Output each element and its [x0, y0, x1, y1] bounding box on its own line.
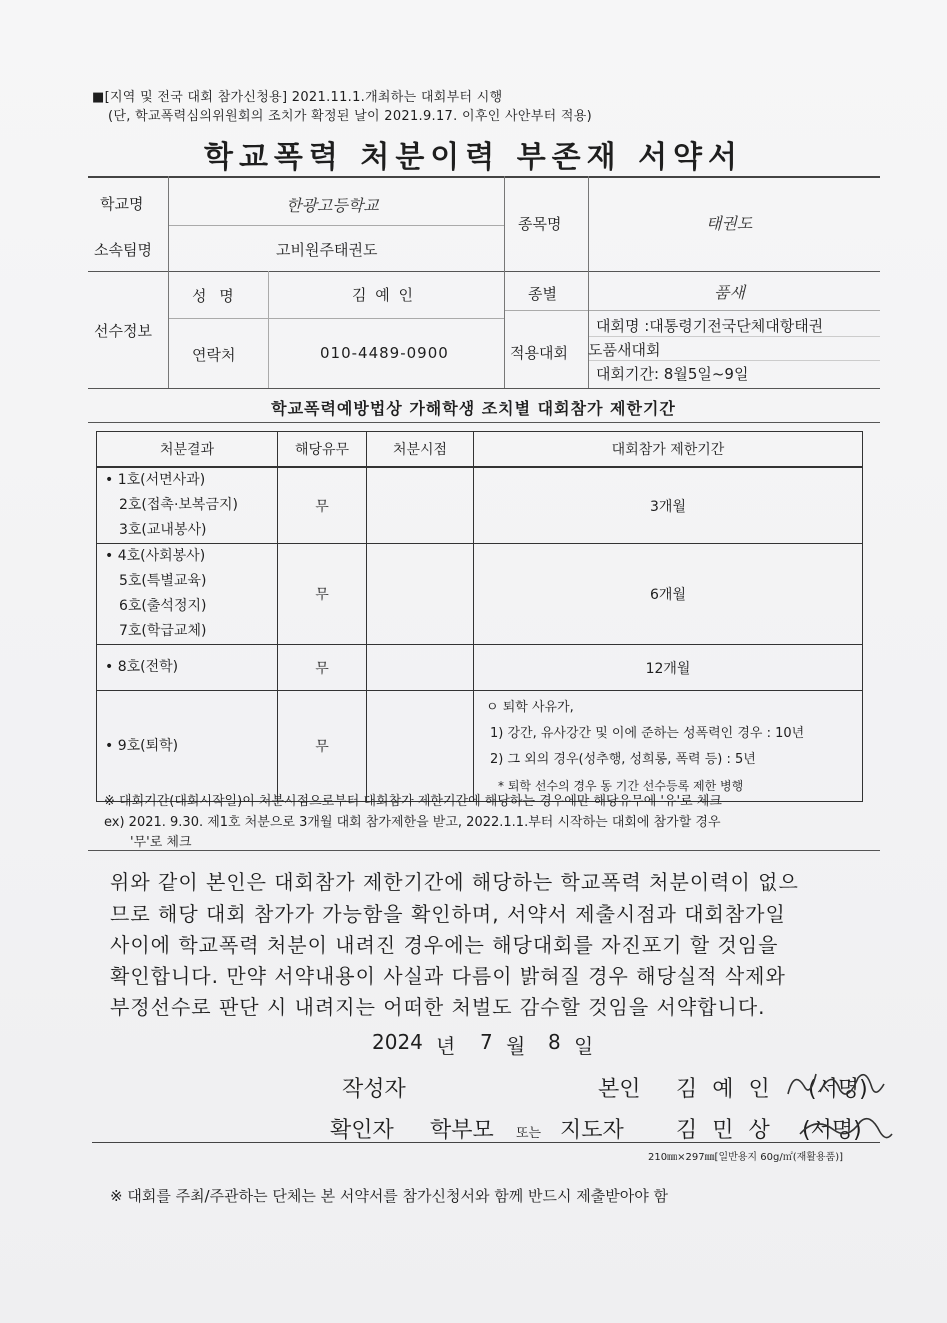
period-cell: 12개월: [474, 645, 863, 691]
result-item: 6호(출석정지): [119, 598, 207, 614]
date-day-unit: 일: [574, 1034, 594, 1058]
result-item: 5호(특별교육): [119, 573, 207, 589]
table-row: [97, 544, 863, 645]
result-item: • 1호(서면사과): [105, 472, 206, 488]
confirm-label: 확인자: [330, 1118, 394, 1143]
document-title: 학교폭력 처분이력 부존재 서약서: [203, 140, 744, 175]
time-cell: [367, 467, 474, 544]
result-item: • 4호(사회봉사): [105, 548, 206, 564]
expulsion-line: 2) 그 외의 경우(성추행, 성희롱, 폭력 등) : 5년: [490, 752, 756, 767]
result-cell: [97, 645, 278, 691]
coach-sign-placeholder: (서명): [802, 1118, 862, 1143]
result-item: • 8호(전학): [105, 659, 179, 675]
coach-name: 김 민 상: [676, 1118, 774, 1143]
table-header-row: [97, 432, 863, 468]
category-value: 품새: [714, 283, 745, 302]
applicable-cell: 무: [278, 645, 367, 691]
info-col-divider: [168, 176, 169, 388]
applied-competition-label: 적용대회: [510, 344, 568, 362]
applicable-cell: 무: [278, 467, 367, 544]
info-divider: [504, 310, 880, 311]
header-time: 처분시점: [367, 432, 474, 468]
expulsion-line: ㅇ 퇴학 사유가,: [486, 700, 574, 715]
table-row: [97, 467, 863, 544]
team-value: 고비원주태권도: [276, 241, 378, 259]
header-result: 처분결과: [97, 432, 278, 468]
note-line-3: '무'로 체크: [130, 835, 192, 850]
time-cell: [367, 645, 474, 691]
info-divider: [168, 318, 504, 319]
parent-label: 학부모: [430, 1118, 494, 1143]
result-item: • 9호(퇴학): [105, 737, 179, 754]
table-row: [97, 691, 863, 802]
handwritten-signature-1: [780, 1064, 890, 1106]
contact-value: 010-4489-0900: [320, 344, 449, 362]
school-value: 한광고등학교: [286, 196, 379, 215]
date-month-unit: 월: [506, 1034, 526, 1058]
school-label: 학교명: [100, 195, 144, 213]
restriction-title-underline: [88, 422, 880, 423]
time-cell: [367, 544, 474, 645]
info-divider: [588, 336, 880, 337]
event-label: 종목명: [518, 215, 562, 233]
info-top-border: [88, 176, 880, 178]
coach-label: 지도자: [560, 1118, 624, 1143]
pledge-line: 확인합니다. 만약 서약내용이 사실과 다름이 밝혀질 경우 해당실적 삭제와: [110, 964, 786, 988]
expulsion-line: 1) 강간, 유사강간 및 이에 준하는 성폭력인 경우 : 10년: [490, 726, 805, 741]
date-month: 7: [480, 1030, 493, 1054]
or-label: 또는: [516, 1126, 542, 1141]
result-cell: [97, 691, 278, 802]
pledge-line: 부정선수로 판단 시 내려지는 어떠한 처벌도 감수할 것임을 서약합니다.: [110, 995, 766, 1019]
notes-divider: [88, 850, 880, 851]
expulsion-line: * 퇴학 선수의 경우 동 기간 선수등록 제한 병행: [498, 779, 744, 793]
period-cell: 6개월: [474, 544, 863, 645]
notice-line-1: ■[지역 및 전국 대회 참가신청용] 2021.11.1.개최하는 대회부터 시행: [92, 90, 503, 105]
period-cell: [474, 691, 863, 802]
result-cell: [97, 544, 278, 645]
table-row: [97, 645, 863, 691]
pledge-line: 사이에 학교폭력 처분이 내려진 경우에는 해당대회를 자진포기 할 것임을: [110, 933, 779, 957]
category-label: 종별: [528, 285, 557, 303]
date-year-unit: 년: [436, 1034, 456, 1058]
notice-line-2: (단, 학교폭력심의위원회의 조치가 확정된 날이 2021.9.17. 이후인 사안부터 적용): [108, 109, 592, 124]
result-item: 7호(학급교체): [119, 623, 207, 639]
result-item: 3호(교내봉사): [119, 522, 207, 538]
info-bottom-border: [88, 388, 880, 389]
footer-note: ※ 대회를 주최/주관하는 단체는 본 서약서를 참가신청서와 함께 반드시 제출받아야 함: [110, 1187, 668, 1205]
competition-name: 대회명 :대통령기전국단체대항태권: [596, 317, 824, 335]
info-col-divider: [504, 176, 505, 388]
header-applicable: 해당유무: [278, 432, 367, 468]
note-line-2: ex) 2021. 9.30. 제1호 처분으로 3개월 대회 참가제한을 받고, 2022.1.1.부터 시작하는 대회에 참가할 경우: [104, 815, 721, 830]
player-info-label: 선수정보: [94, 322, 152, 340]
info-divider: [168, 225, 504, 226]
restriction-title: 학교폭력예방법상 가해학생 조치별 대회참가 제한기간: [271, 399, 676, 418]
paper-spec: 210㎜×297㎜[일반용지 60g/㎡(재활용품)]: [648, 1152, 844, 1163]
date-day: 8: [548, 1030, 561, 1054]
period-cell: 3개월: [474, 467, 863, 544]
self-sign-placeholder: (서명): [808, 1077, 868, 1102]
pledge-line: 므로 해당 대회 참가가 가능함을 확인하며, 서약서 제출시점과 대회참가일: [110, 902, 786, 926]
header-period: 대회참가 제한기간: [474, 432, 863, 468]
pledge-line: 위와 같이 본인은 대회참가 제한기간에 해당하는 학교폭력 처분이력이 없으: [110, 870, 799, 894]
note-line-1: ※ 대회기간(대회시작일)이 처분시점으로부터 대회참가 제한기간에 해당하는 경우에만 해당유무에 '유'로 체크: [104, 794, 722, 809]
info-divider: [588, 360, 880, 361]
applicable-cell: 무: [278, 544, 367, 645]
event-value: 태권도: [706, 214, 753, 233]
writer-label: 작성자: [342, 1077, 406, 1102]
restriction-table: [96, 431, 863, 802]
signature-divider: [92, 1142, 880, 1143]
result-cell: [97, 467, 278, 544]
time-cell: [367, 691, 474, 802]
team-label: 소속팀명: [94, 241, 152, 259]
date-year: 2024: [372, 1030, 423, 1054]
self-name: 김 예 인: [676, 1077, 774, 1102]
name-label: 성 명: [192, 287, 238, 305]
result-item: 2호(접촉·보복금지): [119, 497, 238, 513]
name-value: 김 예 인: [352, 286, 416, 304]
info-divider: [88, 271, 880, 272]
self-label: 본인: [598, 1077, 641, 1102]
contact-label: 연락처: [192, 346, 236, 364]
info-col-divider: [268, 271, 269, 388]
competition-name-cont: 도품새대회: [588, 341, 661, 359]
competition-period: 대회기간: 8월5일~9일: [596, 365, 749, 383]
applicable-cell: 무: [278, 691, 367, 802]
